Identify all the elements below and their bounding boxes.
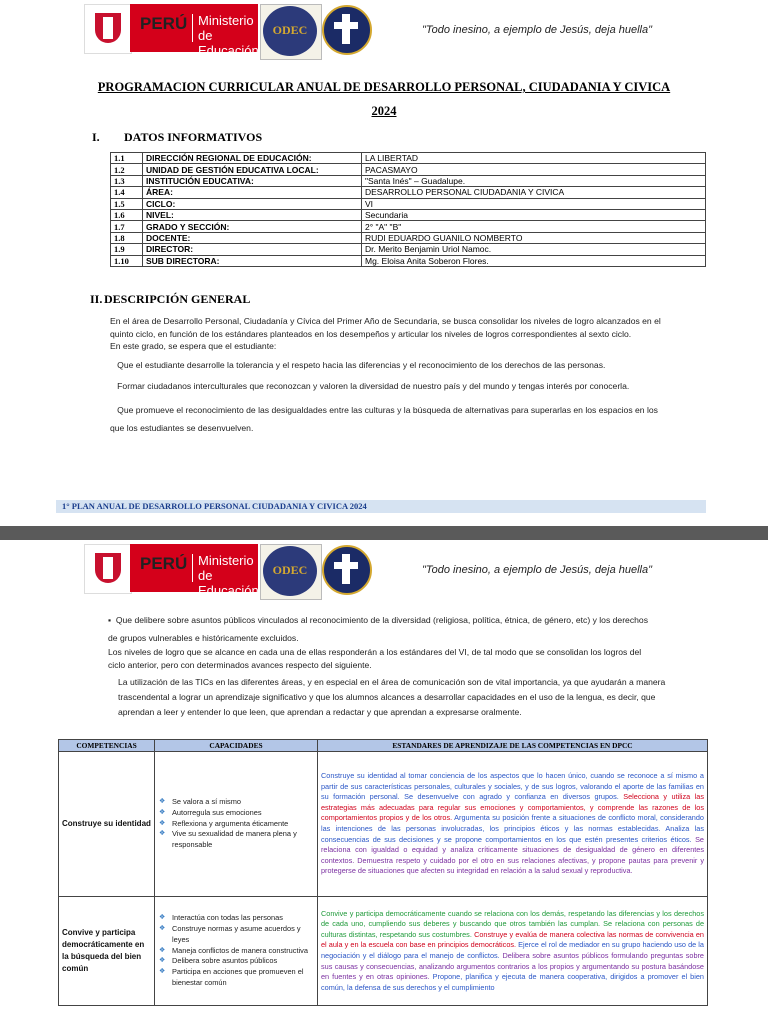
- table-row: [111, 153, 706, 164]
- tics-paragraph: La utilización de las TICs en las diferentes áreas, y en especial en el área de comunicación son de vital importancia, ya que ayudarán a manera trascendental a lograr un aprendizaje significativo y que los alumnos alcances a desarrollar capacidades en el uso de la lengua, es decir, que aprendan a leer y entender lo que leen, que aprendan a redactar y que aprendan a expresarse oralmente.: [118, 677, 666, 717]
- document-title: PROGRAMACION CURRICULAR ANUAL DE DESARROLLO PERSONAL, CIUDADANIA Y CIVICA: [97, 80, 671, 94]
- square-bullet-icon: ▪: [108, 615, 112, 625]
- estandar-cell: Construye su identidad al tomar conciencia de los aspectos que lo hacen único, cuando se reconoce a sí mismo a partir de sus características personales, culturales y sociales, y de sus logros, valorando el aporte de las familias en su formación personal. Se desenvuelve con agrado y confianza en diversos grupos. Selecciona y utiliza las estrategias más adecuadas para regular sus emociones y comportamientos, y comprende las razones de los comportamientos propios y de los otros. Argumenta su posición frente a situaciones de conflicto moral, considerando las intenciones de las personas involucradas, los principios éticos y las normas establecidas. Analiza las consecuencias de sus decisiones y se propone comportamientos en los que estén presentes criterios éticos. Se relaciona con igualdad o equidad y analiza críticamente situaciones de desigualdad de género en diferentes contextos. Demuestra respeto y cuidado por el otro en sus relaciones afectivas, y propone pautas para prevenir y protegerse de situaciones que afecten su integridad en relación a la salud sexual y reproductiva.: [318, 752, 708, 897]
- row-number: 1.7: [111, 221, 143, 232]
- school-seal-icon: [320, 544, 376, 598]
- row-label: GRADO Y SECCIÓN:: [143, 221, 362, 232]
- table-row: [111, 198, 706, 209]
- section-title-descripcion: DESCRIPCIÓN GENERAL: [104, 292, 251, 306]
- niveles-paragraph: Los niveles de logro que se alcance en cada una de ellas responderán a los estándares del VI, de tal modo que se consolidan los logros del ciclo anterior, pero con determinados avances respecto del siguiente.: [108, 647, 642, 670]
- table-row: [111, 255, 706, 266]
- list-item: ▪ Que delibere sobre asuntos públicos vinculados al reconocimiento de la diversidad (religiosa, política, étnica, de género, etc) y los derechos de grupos vulnerables e históricamente excluidos.: [108, 615, 648, 643]
- page-header: [84, 4, 704, 60]
- table-row: [59, 897, 708, 1006]
- row-label: UNIDAD DE GESTIÓN EDUCATIVA LOCAL:: [143, 164, 362, 175]
- odec-logo-icon: [260, 544, 322, 600]
- row-number: 1.10: [111, 255, 143, 266]
- list-item: ❖ Construye normas y asume acuerdos y leyes: [172, 924, 314, 946]
- table-row: [111, 232, 706, 243]
- table-row: [111, 244, 706, 255]
- table-row: [111, 175, 706, 186]
- competencia-name: Construye su identidad: [59, 752, 155, 897]
- row-value: RUDI EDUARDO GUANILO NOMBERTO: [362, 232, 706, 243]
- row-label: DIRECTOR:: [143, 244, 362, 255]
- peru-crest-icon: [84, 4, 132, 54]
- ministry-banner: [130, 4, 259, 58]
- odec-label: ODEC: [272, 563, 308, 577]
- capacidades-cell: [155, 752, 318, 897]
- list-item: Que promueve el reconocimiento de las desigualdades entre las culturas y la búsqueda de alternativas para superarlas en los espacios en los que los estudiantes se desenvuelven.: [110, 405, 658, 433]
- row-label: ÁREA:: [143, 187, 362, 198]
- list-item: ❖ Vive su sexualidad de manera plena y responsable: [172, 829, 314, 851]
- row-value: Dr. Merito Benjamin Uriol Namoc.: [362, 244, 706, 255]
- row-number: 1.3: [111, 175, 143, 186]
- list-item: Formar ciudadanos interculturales que reconozcan y valoren la diversidad de nuestro país y del mundo y tengas interés por conocerla.: [117, 381, 630, 391]
- row-label: DOCENTE:: [143, 232, 362, 243]
- school-motto: "Todo inesino, a ejemplo de Jesús, deja huella": [422, 24, 653, 36]
- table-header: COMPETENCIAS: [59, 740, 155, 752]
- table-row: [111, 209, 706, 220]
- country-label: PERÚ: [140, 554, 188, 573]
- row-label: CICLO:: [143, 198, 362, 209]
- ministry-label: Ministerio de Educación: [198, 553, 259, 598]
- odec-logo-icon: [260, 4, 322, 60]
- row-number: 1.8: [111, 232, 143, 243]
- row-label: NIVEL:: [143, 209, 362, 220]
- page-header: [84, 544, 704, 600]
- row-value: LA LIBERTAD: [362, 153, 706, 164]
- list-item: ❖ Interactúa con todas las personas: [172, 913, 314, 924]
- ministry-banner: [130, 544, 259, 598]
- ministry-label: Ministerio de Educación: [198, 13, 259, 58]
- capacidades-cell: [155, 897, 318, 1006]
- table-row: [111, 221, 706, 232]
- peru-crest-icon: [84, 544, 132, 594]
- section-number: II.: [90, 292, 103, 306]
- section-title-datos: DATOS INFORMATIVOS: [124, 130, 263, 144]
- list-item: ❖ Reflexiona y argumenta éticamente: [172, 819, 314, 830]
- competencia-name: Convive y participa democráticamente en la búsqueda del bien común: [59, 897, 155, 1006]
- row-value: VI: [362, 198, 706, 209]
- row-value: DESARROLLO PERSONAL CIUDADANIA Y CIVICA: [362, 187, 706, 198]
- table-row: [111, 187, 706, 198]
- datos-informativos-table: [110, 152, 706, 267]
- school-motto: "Todo inesino, a ejemplo de Jesús, deja huella": [422, 564, 653, 576]
- row-label: SUB DIRECTORA:: [143, 255, 362, 266]
- list-item: Que el estudiante desarrolle la tolerancia y el respeto hacia las diferencias y el reconocimiento de los derechos de las personas.: [117, 360, 606, 370]
- description-paragraph: En el área de Desarrollo Personal, Ciudadanía y Cívica del Primer Año de Secundaria, se busca consolidar los niveles de logro alcanzados en el quinto ciclo, en función de los estándares planteados en los desempeños y articular los niveles de logros correspondientes al sexto ciclo. En este grado, se espera que el estudiante:: [110, 316, 661, 351]
- competencias-table: [58, 739, 708, 1006]
- row-number: 1.6: [111, 209, 143, 220]
- table-header: CAPACIDADES: [155, 740, 318, 752]
- list-item: ❖ Maneja conflictos de manera constructiva: [172, 946, 314, 957]
- document-page-2: [0, 540, 768, 1024]
- row-number: 1.1: [111, 153, 143, 164]
- estandar-cell: Convive y participa democráticamente cuando se relaciona con los demás, respetando las diferencias y los derechos de cada uno, cumpliendo sus deberes y buscando que otros también las cumplan. Se relaciona con personas de culturas distintas, respetando sus costumbres. Construye y evalúa de manera colectiva las normas de convivencia en el aula y en la escuela con base en principios democráticos. Ejerce el rol de mediador en su grupo haciendo uso de la negociación y el diálogo para el manejo de conflictos. Delibera sobre asuntos públicos formulando preguntas sobre sus causas y consecuencias, analizando argumentos contrarios a los propios y argumentando su postura basándose en fuentes y en otras opiniones. Propone, planifica y ejecuta de manera cooperativa, dirigidos a promover el bien común, la defensa de sus derechos y el cumplimiento: [318, 897, 708, 1006]
- country-label: PERÚ: [140, 14, 188, 33]
- row-value: PACASMAYO: [362, 164, 706, 175]
- table-header: ESTANDARES DE APRENDIZAJE DE LAS COMPETENCIAS EN DPCC: [318, 740, 708, 752]
- odec-label: ODEC: [272, 23, 308, 37]
- row-value: 2° "A" "B": [362, 221, 706, 232]
- row-number: 1.2: [111, 164, 143, 175]
- list-item: ❖ Participa en acciones que promueven el bienestar común: [172, 967, 314, 989]
- table-row: [111, 164, 706, 175]
- row-value: Mg. Eloisa Anita Soberon Flores.: [362, 255, 706, 266]
- school-seal-icon: [320, 4, 376, 58]
- plan-anual-bar: 1° PLAN ANUAL DE DESARROLLO PERSONAL CIUDADANIA Y CIVICA 2024: [56, 500, 706, 513]
- row-number: 1.4: [111, 187, 143, 198]
- list-item: ❖ Se valora a sí mismo: [172, 797, 314, 808]
- document-year: 2024: [371, 104, 397, 118]
- row-number: 1.9: [111, 244, 143, 255]
- section-number: I.: [92, 130, 100, 144]
- row-value: Secundaria: [362, 209, 706, 220]
- list-item: ❖ Delibera sobre asuntos públicos: [172, 956, 314, 967]
- row-label: INSTITUCIÓN EDUCATIVA:: [143, 175, 362, 186]
- list-item: ❖ Autorregula sus emociones: [172, 808, 314, 819]
- table-row: [59, 752, 708, 897]
- row-number: 1.5: [111, 198, 143, 209]
- row-value: "Santa Inés" – Guadalupe.: [362, 175, 706, 186]
- row-label: DIRECCIÓN REGIONAL DE EDUCACIÓN:: [143, 153, 362, 164]
